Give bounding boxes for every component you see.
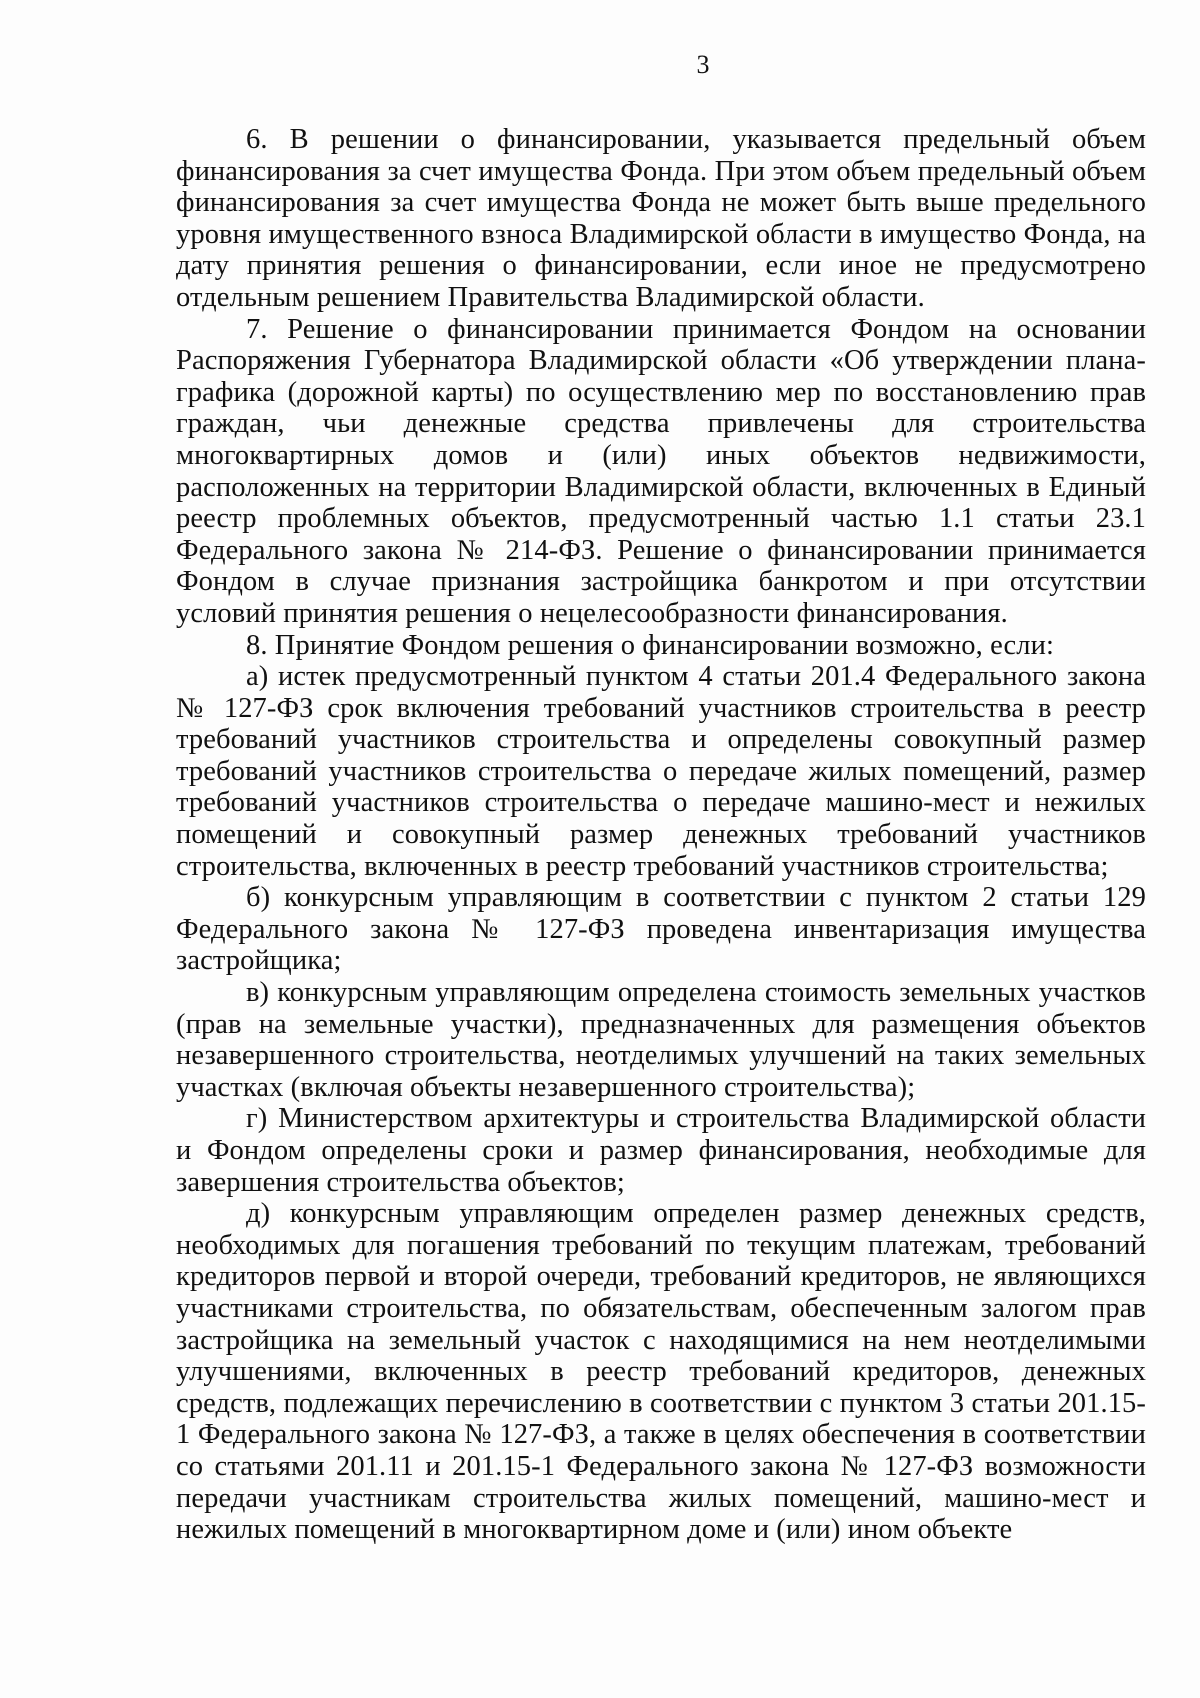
paragraph-6: 6. В решении о финансировании, указывается предельный объем финансирования за счет имущества Фонда. При этом объем предельный объем финансирования за счет имущества Фонда не может быть выше предельного уровня имущественного взноса Владимирской области в имущество Фонда, на дату принятия решения о финансировании, если иное не предусмотрено отдельным решением Правительства Владимирской области.: [176, 124, 1146, 313]
paragraph-8a: а) истек предусмотренный пунктом 4 статьи 201.4 Федерального закона № 127-ФЗ срок включения требований участников строительства в реестр требований участников строительства и определены совокупный размер требований участников строительства о передаче жилых помещений, размер требований участников строительства о передаче машино-мест и нежилых помещений и совокупный размер денежных требований участников строительства, включенных в реестр требований участников строительства;: [176, 661, 1146, 882]
paragraph-8d: д) конкурсным управляющим определен размер денежных средств, необходимых для погашения требований по текущим платежам, требований кредиторов первой и второй очереди, требований кредиторов, не являющихся участниками строительства, по обязательствам, обеспеченным залогом прав застройщика на земельный участок с находящимися на нем неотделимыми улучшениями, включенных в реестр требований кредиторов, денежных средств, подлежащих перечислению в соответствии с пунктом 3 статьи 201.15-1 Федерального закона № 127-ФЗ, а также в целях обеспечения в соответствии со статьями 201.11 и 201.15-1 Федерального закона № 127-ФЗ возможности передачи участникам строительства жилых помещений, машино-мест и нежилых помещений в многоквартирном доме и (или) ином объекте: [176, 1198, 1146, 1546]
paragraph-8v: в) конкурсным управляющим определена стоимость земельных участков (прав на земельные участки), предназначенных для размещения объектов незавершенного строительства, неотделимых улучшений на таких земельных участках (включая объекты незавершенного строительства);: [176, 977, 1146, 1103]
paragraph-8: 8. Принятие Фондом решения о финансировании возможно, если:: [246, 629, 1054, 661]
page-number: 3: [696, 50, 710, 79]
document-body: [176, 124, 1146, 1546]
paragraph-7: 7. Решение о финансировании принимается Фондом на основании Распоряжения Губернатора Владимирской области «Об утверждении плана-графика (дорожной карты) по осуществлению мер по восстановлению прав граждан, чьи денежные средства привлечены для строительства многоквартирных домов и (или) иных объектов недвижимости, расположенных на территории Владимирской области, включенных в Единый реестр проблемных объектов, предусмотренный частью 1.1 статьи 23.1 Федерального закона № 214-ФЗ. Решение о финансировании принимается Фондом в случае признания застройщика банкротом и при отсутствии условий принятия решения о нецелесообразности финансирования.: [176, 313, 1146, 629]
paragraph-8b: б) конкурсным управляющим в соответствии с пунктом 2 статьи 129 Федерального закона № 127-ФЗ проведена инвентаризация имущества застройщика;: [176, 882, 1146, 977]
paragraph-8g: г) Министерством архитектуры и строительства Владимирской области и Фондом определены сроки и размер финансирования, необходимые для завершения строительства объектов;: [176, 1103, 1146, 1198]
